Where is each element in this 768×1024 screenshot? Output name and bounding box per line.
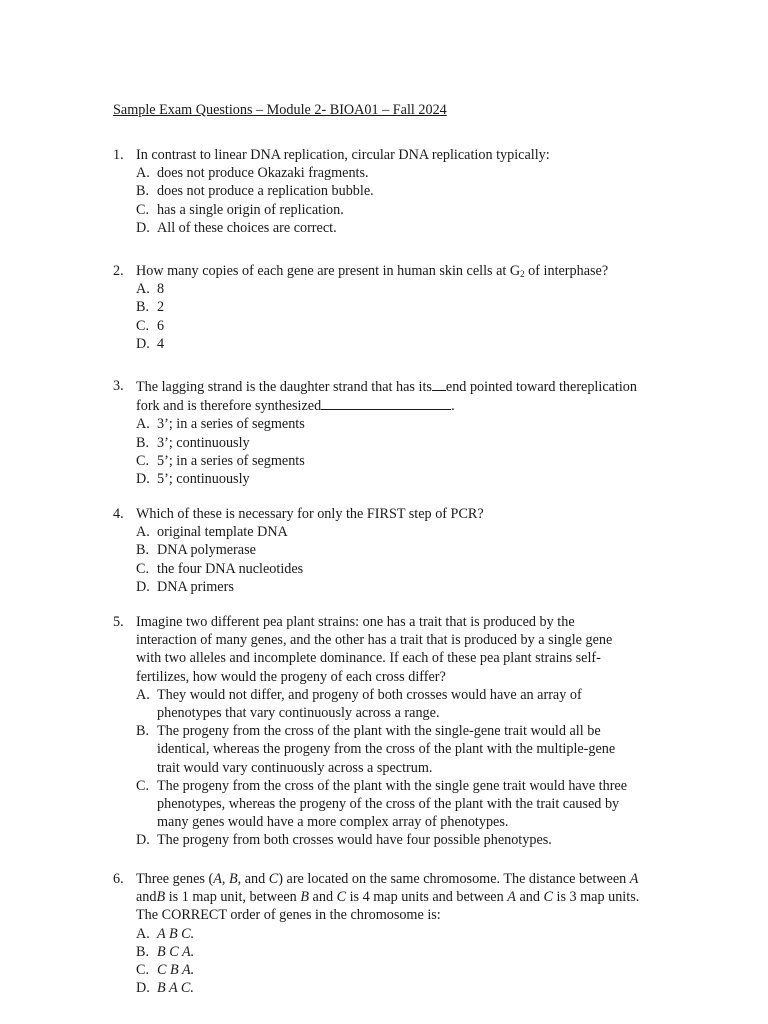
question-number: 3.: [113, 378, 124, 394]
answer-option-c: [136, 201, 658, 219]
option-letter: B.: [136, 183, 150, 200]
answer-option-d: [136, 578, 658, 596]
page-title: Sample Exam Questions – Module 2- BIOA01 – Fall 2024: [113, 102, 447, 118]
answer-option-b: [136, 298, 658, 316]
question-number: 5.: [113, 614, 124, 630]
option-text: They would not differ, and progeny of both crosses would have an array of phenotypes that vary continuously across a range.: [157, 686, 582, 722]
option-letter: C.: [136, 201, 150, 218]
stem-text: and: [309, 889, 337, 906]
option-text: does not produce a replication bubble.: [157, 183, 374, 200]
option-text: B C A.: [157, 943, 195, 960]
option-letter: B.: [136, 299, 150, 316]
question-stem: In contrast to linear DNA replication, circular DNA replication typically:: [136, 147, 550, 163]
option-letter: D.: [136, 219, 150, 236]
question-6: [113, 870, 658, 997]
option-letter: B.: [136, 723, 150, 740]
answer-options: [136, 280, 658, 353]
option-letter: C.: [136, 777, 150, 794]
option-text: The progeny from both crosses would have four possible phenotypes.: [157, 832, 552, 849]
answer-option-b: [136, 182, 658, 200]
question-stem: Imagine two different pea plant strains: one has a trait that is produced by the interaction of many genes, and the other has a trait that is produced by a single gene with two alleles and incomplete dominance. If each of these pea plant strains self-fertilizes, how would the progeny of each cross differ?: [136, 614, 613, 685]
option-letter: A.: [136, 524, 150, 541]
option-text: 4: [157, 335, 165, 352]
option-text: 3’; in a series of segments: [157, 416, 305, 433]
option-text: 2: [157, 299, 165, 316]
option-text: All of these choices are correct.: [157, 219, 337, 236]
option-text: A B C.: [157, 925, 195, 942]
gene-label: A: [507, 889, 516, 906]
option-text: has a single origin of replication.: [157, 201, 344, 218]
answer-option-a: [136, 415, 658, 433]
question-4: [113, 505, 658, 596]
option-text: B A C.: [157, 980, 194, 997]
answer-option-a: [136, 523, 658, 541]
gene-label: B: [156, 889, 166, 906]
answer-options: [136, 164, 658, 237]
answer-option-d: [136, 831, 657, 849]
answer-option-a: [136, 925, 658, 943]
question-5: [113, 613, 658, 850]
option-text: 6: [157, 317, 165, 334]
question-2: [113, 262, 658, 353]
fill-blank-long: [321, 396, 451, 410]
answer-option-d: [136, 470, 658, 488]
question-number: 6.: [113, 871, 124, 887]
option-letter: B.: [136, 943, 150, 960]
answer-option-c: [136, 560, 658, 578]
question-stem: [136, 870, 651, 925]
stem-text: is 3 map units. The CORRECT order of genes in the chromosome is:: [136, 889, 640, 924]
stem-text: .: [451, 398, 455, 415]
gene-label: C: [543, 889, 553, 906]
stem-text: and: [515, 889, 544, 906]
option-text: 5’; continuously: [157, 471, 250, 488]
stem-text: is 1 map unit, between: [165, 889, 301, 906]
option-text: 8: [157, 281, 165, 298]
answer-options: [136, 686, 658, 850]
stem-text: and: [136, 889, 157, 906]
answer-option-a: [136, 686, 613, 722]
option-letter: A.: [136, 281, 150, 298]
gene-label: B: [228, 871, 238, 887]
gene-label: C: [268, 871, 279, 887]
option-text: DNA primers: [157, 578, 234, 595]
option-text: 5’; in a series of segments: [157, 452, 305, 469]
answer-options: [136, 925, 658, 998]
question-number: 2.: [113, 263, 124, 279]
question-3: [113, 377, 658, 488]
option-text: C B A.: [157, 962, 195, 979]
option-letter: A.: [136, 165, 150, 182]
answer-option-b: [136, 943, 658, 961]
option-letter: A.: [136, 416, 150, 433]
stem-text: of interphase?: [524, 263, 609, 279]
answer-option-c: [136, 961, 658, 979]
answer-option-c: [136, 777, 647, 832]
question-number: 4.: [113, 506, 124, 522]
answer-option-b: [136, 434, 658, 452]
option-text: The progeny from the cross of the plant with the single-gene trait would all be identical, whereas the progeny from the cross of the plant with the multiple-gene trait would vary continuously across a spectrum.: [157, 723, 616, 776]
option-letter: A.: [136, 925, 150, 942]
question-number: 1.: [113, 147, 124, 163]
option-text: 3’; continuously: [157, 434, 250, 451]
question-stem: Which of these is necessary for only the FIRST step of PCR?: [136, 506, 484, 522]
option-letter: A.: [136, 686, 150, 703]
option-letter: C.: [136, 452, 150, 469]
option-letter: D.: [136, 471, 150, 488]
stem-text: ) are located on the same chromosome. The distance between: [278, 871, 630, 887]
answer-option-a: [136, 164, 658, 182]
answer-option-b: [136, 722, 633, 777]
stem-text: , and: [237, 871, 269, 887]
answer-option-c: [136, 452, 658, 470]
answer-option-a: [136, 280, 658, 298]
stem-text: The lagging strand is the daughter strand that has its: [136, 379, 432, 395]
gene-label: C: [336, 889, 347, 906]
option-letter: D.: [136, 578, 150, 595]
option-letter: D.: [136, 980, 150, 997]
option-text: original template DNA: [157, 524, 288, 541]
answer-options: [136, 523, 658, 596]
option-text: DNA polymerase: [157, 542, 256, 559]
gene-label: A: [629, 871, 639, 887]
option-letter: C.: [136, 560, 150, 577]
stem-text: is 4 map units and between: [346, 889, 508, 906]
option-letter: C.: [136, 317, 150, 334]
answer-option-c: [136, 317, 658, 335]
option-letter: D.: [136, 832, 150, 849]
answer-option-d: [136, 219, 658, 237]
subscript: 2: [520, 269, 525, 279]
stem-text: Three genes (: [136, 871, 214, 887]
stem-text: ,: [221, 871, 229, 887]
option-text: The progeny from the cross of the plant with the single gene trait would have three phenotypes, whereas the progeny of the cross of the plant with the trait caused by many genes would have a more complex array of phenotypes.: [157, 777, 628, 831]
answer-option-d: [136, 335, 658, 353]
answer-options: [136, 415, 658, 488]
answer-option-b: [136, 541, 658, 559]
question-stem: [136, 262, 658, 280]
option-letter: B.: [136, 542, 150, 559]
question-1: [113, 146, 658, 237]
option-letter: D.: [136, 335, 150, 352]
stem-text: How many copies of each gene are present in human skin cells at G: [136, 263, 521, 279]
option-letter: B.: [136, 434, 150, 451]
option-text: the four DNA nucleotides: [157, 560, 304, 577]
option-letter: C.: [136, 962, 150, 979]
option-text: does not produce Okazaki fragments.: [157, 165, 369, 182]
question-stem: [136, 377, 658, 415]
answer-option-d: [136, 979, 658, 997]
gene-label: A: [213, 871, 222, 887]
gene-label: B: [300, 889, 309, 906]
stem-text: end pointed toward thereplication fork and is therefore synthesized: [136, 379, 637, 415]
fill-blank-short: [432, 377, 446, 391]
